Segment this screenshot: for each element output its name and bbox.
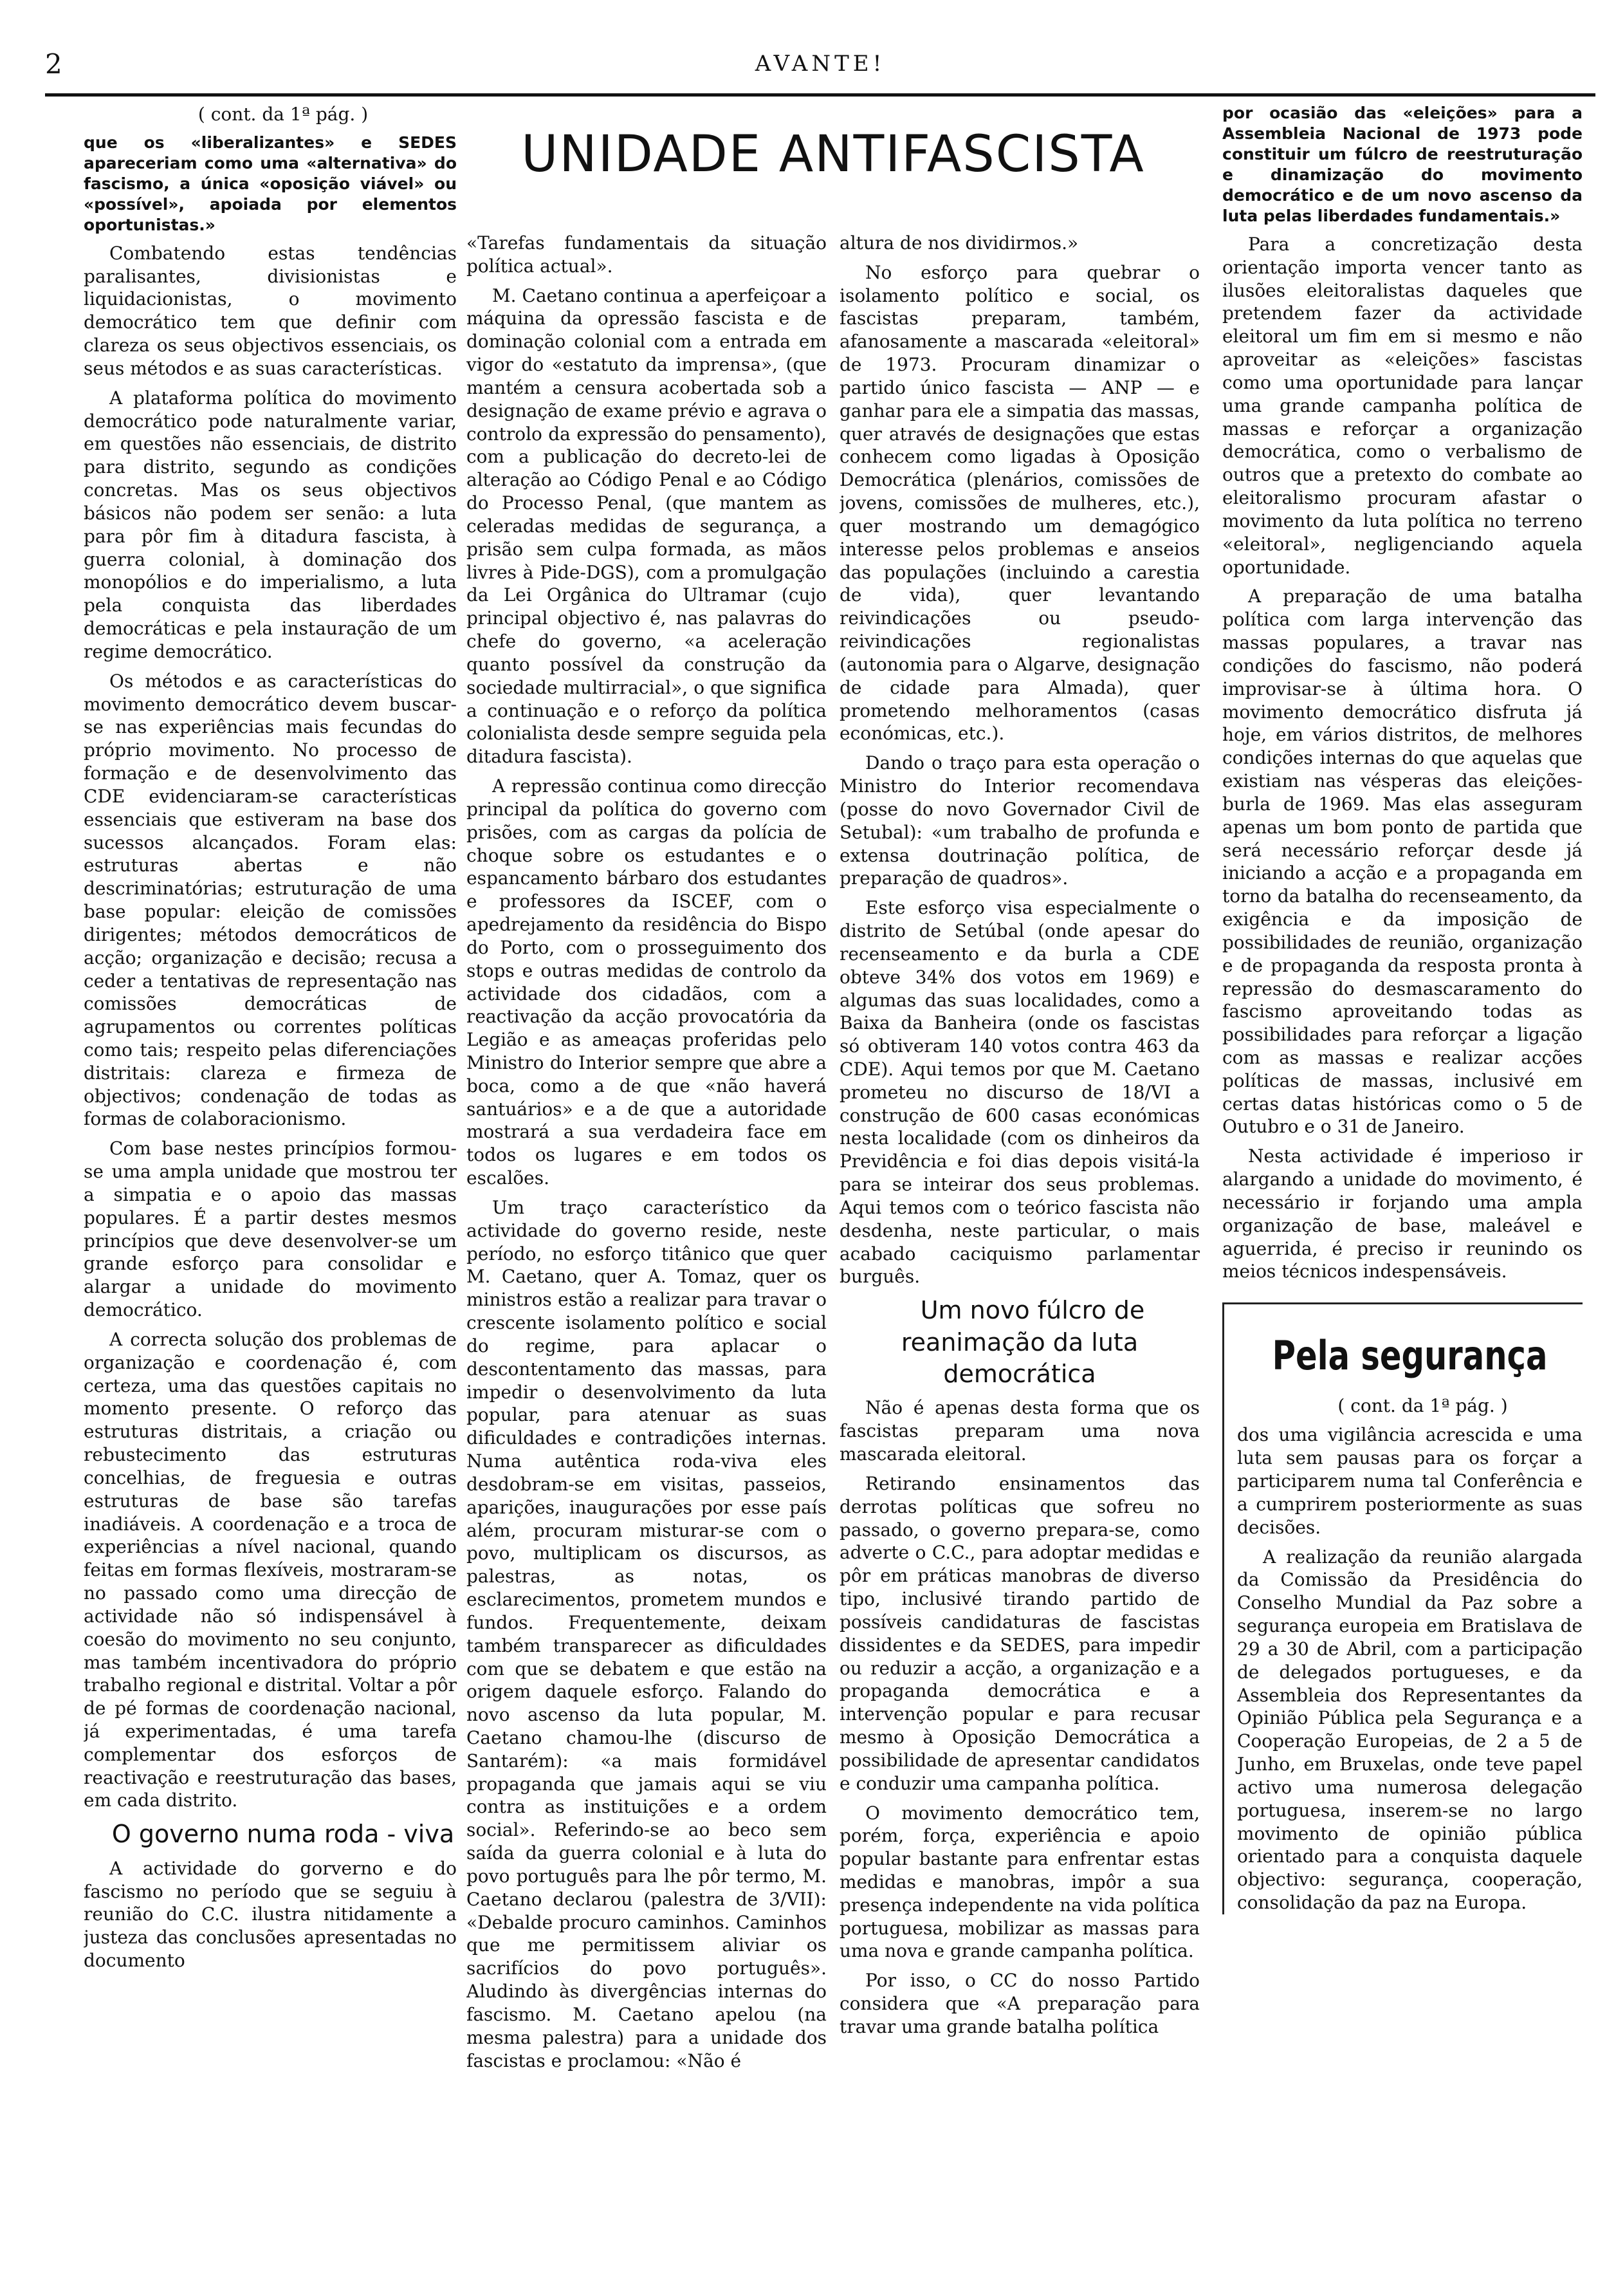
paragraph: A repressão continua como direcção principal da política do governo com prisões, com as cargas da polícia de choque sobre os estudantes e o espancamento bárbaro dos estudantes e professores da ISCEF, com o apedrejamento da residência do Bispo do Porto, com o prosseguimento dos stops e outras medidas de controlo da actividade dos cidadãos, com a reactivação da acção provocatória da Legião e as ameaças proferidas pelo Ministro do Interior sempre que abre a boca, como a de que «não haverá santuários» e a de que a autoridade mostrará a sua verdadeira face em todos os lugares e em todos os escalões. xyxy=(466,775,827,1189)
paragraph: O movimento democrático tem, porém, força, experiência e apoio popular bastante para enfrentar estas medidas e manobras, impôr a sua presença independente na vida política portuguesa, mobilizar as massas para uma nova e grande campanha política. xyxy=(840,1802,1200,1962)
paragraph: A plataforma política do movimento democrático pode naturalmente variar, em questões não essenciais, de distrito para distrito, segundo as condições concretas. Mas os seus objectivos básicos não podem ser senão: a luta para pôr fim à ditadura fascista, à guerra colonial, à dominação dos monopólios e do imperialismo, a luta pela conquista das liberdades democráticas e pela instauração de um regime democrático. xyxy=(84,387,457,662)
paragraph: Nesta actividade é imperioso ir alargando a unidade do movimento, é necessário ir forjando uma ampla organização de base, maleável e aguerrida, é preciso ir reunindo os meios técnicos indespensáveis. xyxy=(1222,1145,1583,1282)
paragraph: Não é apenas desta forma que os fascistas preparam uma nova mascarada eleitoral. xyxy=(840,1397,1200,1465)
paragraph: No esforço para quebrar o isolamento político e social, os fascistas preparam, também, afanosamente a mascarada «eleitoral» de 1973. Procuram dinamizar o partido único fascista — ANP — e ganhar para ele a simpatia das massas, quer através de designações que estas conhecem como ligadas à Oposição Democrática (plenários, comissões de jovens, comissões de mulheres, etc.), quer mostrando um demagógico interesse pelos problemas e anseios das populações (incluindo a carestia de vida), quer levantando reivindicações ou pseudo-reivindicações regionalistas (autonomia para o Algarve, designação de cidade para Almada), quer prometendo melhoramentos (casas económicas, etc.). xyxy=(840,261,1200,745)
paragraph: Dando o traço para esta operação o Ministro do Interior recomendava (posse do novo Governador Civil de Setubal): «um trabalho de profunda e extensa doutrinação política, de preparação de quadros». xyxy=(840,752,1200,889)
boxed-article xyxy=(1222,1302,1583,1914)
paragraph: Com base nestes princípios formou-se uma ampla unidade que mostrou ter a simpatia e o apoio das massas populares. É a partir destes mesmos princípios que deve desenvolver-se um grande esforço para consolidar e alargar a unidade do movimento democrático. xyxy=(84,1138,457,1321)
paragraph: A realização da reunião alargada da Comissão da Presidência do Conselho Mundial da Paz sobre a segurança europeia em Bratislava de 29 a 30 de Abril, com a participação de delegados portugueses, e da Assembleia dos Representantes da Opinião Pública pela Segurança e a Cooperação Europeias, de 2 a 5 de Junho, em Bruxelas, onde teve papel activo uma numerosa delegação portuguesa, inserem-se no largo movimento de opinião pública orientado para a conquista daquele objectivo: segurança, cooperação, consolidação da paz na Europa. xyxy=(1237,1546,1583,1914)
paragraph: M. Caetano continua a aperfeiçoar a máquina da opressão fascista e de dominação colonial com a entrada em vigor do «estatuto da imprensa», (que mantém a censura acobertada sob a designação de exame prévio e agrava o controlo da expressão do pensamento), com a publicação do decreto-lei de alteração ao Código Penal e ao Código do Processo Penal, (que mantem as celeradas medidas de segurança, a prisão sem culpa formada, as mãos livres à Pide-DGS), com a promulgação da Lei Orgânica do Ultramar (cujo principal objectivo é, nas palavras do chefe do governo, «a aceleração quanto possível da construção da sociedade multirracial», o que significa a continuação e o reforço da política colonialista desde sempre seguida pela ditadura fascista). xyxy=(466,284,827,768)
newspaper-name: AVANTE! xyxy=(755,51,886,77)
boxed-article-title: Pela segurança xyxy=(1272,1332,1548,1380)
paragraph: altura de nos dividirmos.» xyxy=(840,232,1079,254)
paragraph: «Tarefas fundamentais da situação política actual». xyxy=(466,232,827,277)
article-title: UNIDADE ANTIFASCISTA xyxy=(521,125,1145,183)
paragraph: Combatendo estas tendências paralisantes, divisionistas e liquidacionistas, o movimento democrático tem que definir com clareza os seus objectivos essenciais, os seus métodos e as suas características. xyxy=(84,242,457,379)
continuation-note: ( cont. da 1ª pág. ) xyxy=(197,104,369,125)
section-heading: Um novo fúlcro de reanimação da luta democrática xyxy=(901,1296,1145,1389)
paragraph: dos uma vigilância acrescida e uma luta sem pausas para os forçar a participarem numa tal Conferência e a cumprirem posteriormente as suas decisões. xyxy=(1237,1424,1583,1538)
page-number: 2 xyxy=(45,48,62,80)
paragraph: Este esforço visa especialmente o distrito de Setúbal (onde apesar do recenseamento e da burla a CDE obteve 34% dos votos em 1969) e algumas das suas localidades, como a Baixa da Banheira (onde os fascistas só obtiveram 140 votos contra 463 da CDE). Aqui temos por que M. Caetano prometeu no discurso de 18/VI a construção de 600 casas económicas nesta localidade (com os dinheiros da Previdência e foi dias depois visitá-la para se inteirar dos seus problemas. Aqui temos com o teórico fascista não desdenha, neste particular, o mais acabado caciquismo parlamentar burguês. xyxy=(840,897,1200,1288)
paragraph: Por isso, o CC do nosso Partido considera que «A preparação para travar uma grande batalha política xyxy=(840,1970,1200,2037)
paragraph: Os métodos e as características do movimento democrático devem buscar-se nas experiências mais fecundas do próprio movimento. No processo de formação e de desenvolvimento das CDE evidenciaram-se características essenciais que estiveram na base dos sucessos alcançados. Foram elas: estruturas abertas e não descriminatórias; estruturação de uma base popular: eleição de comissões dirigentes; métodos democráticos de acção; organização e decisão; recusa a ceder a tentativas de representação nas comissões democráticas de agrupamentos ou correntes políticas como tais; respeito pelas diferenciações distritais: clareza e firmeza de objectivos; condenação de todas as formas de colaboracionismo. xyxy=(84,670,457,1130)
section-heading: O governo numa roda - viva xyxy=(111,1820,455,1849)
column-1 xyxy=(84,103,457,2239)
intro-paragraph: que os «liberalizantes» e SEDES apareceriam como uma «alternativa» do fascismo, a única «oposição viável» ou «possível», apoiada por elementos oportunistas.» xyxy=(84,133,457,234)
paragraph: A preparação de uma batalha política com larga intervenção das massas populares, a travar nas condições do fascismo, não poderá improvisar-se à última hora. O movimento democrático disfruta já hoje, em vários distritos, de melhores condições internas do que aquelas que existiam nas vésperas das eleições-burla de 1969. Mas elas asseguram apenas um bom ponto de partida que será necessário reforçar desde já iniciando a acção e a propaganda em torno da batalha do recenseamento, da exigência e da imposição de possibilidades de reunião, organização e de propaganda da resposta pronta à repressão do desmascaramento do fascismo aproveitando todas as possibilidades para reforçar a ligação com as massas e realizar acções políticas de massas, inclusivé em certas datas históricas como o 5 de Outubro e o 31 de Janeiro. xyxy=(1222,586,1583,1138)
paragraph: A correcta solução dos problemas de organização e coordenação é, com certeza, uma das questões capitais no momento presente. O reforço das estruturas distritais, a criação ou rebustecimento das estruturas concelhias, de freguesia e outras estruturas de base são tarefas inadiáveis. A coordenação e a troca de experiências a nível nacional, quando feitas em formas flexíveis, mostraram-se no passado como uma direcção de actividade não só indispensável à coesão do movimento no seu conjunto, mas também incentivadora do próprio trabalho regional e distrital. Voltar a pôr de pé formas de coordenação nacional, já experimentadas, é uma tarefa complementar dos esforços de reactivação e reestruturação das bases, em cada distrito. xyxy=(84,1328,457,1811)
continuation-note: ( cont. da 1ª pág. ) xyxy=(1337,1394,1508,1416)
paragraph: Retirando ensinamentos das derrotas políticas que sofreu no passado, o governo prepara-se, como adverte o C.C., para adoptar medidas e pôr em práticas manobras de diverso tipo, inclusivé tirando partido de possíveis candidaturas de fascistas dissidentes e da SEDES, para impedir ou reduzir a acção, a organização e a propaganda democrática e a intervenção popular e para recusar mesmo à Oposição Democrática a possibilidade de apresentar candidatos e conduzir uma campanha política. xyxy=(840,1472,1200,1794)
column-3 xyxy=(840,232,1200,2239)
column-4 xyxy=(1222,103,1583,2239)
intro-paragraph: por ocasião das «eleições» para a Assembleia Nacional de 1973 pode constituir um fúlcro de reestruturação e dinamização do movimento democrático e de um novo ascenso da luta pelas liberdades fundamentais.» xyxy=(1222,104,1583,225)
paragraph: Para a concretização desta orientação importa vencer tanto as ilusões eleitoralistas daqueles que pretendem fazer da actividade eleitoral um fim em si mesmo e não aproveitar as «eleições» fascistas como uma oportunidade para lançar uma grande campanha política de massas e reforçar a organização democrática, como o verbalismo de outros que a pretexto do combate ao eleitoralismo procuram afastar o movimento da luta política no terreno «eleitoral», negligenciando aquela oportunidade. xyxy=(1222,234,1583,578)
paragraph: Um traço característico da actividade do governo reside, neste período, no esforço titânico que quer M. Caetano, quer A. Tomaz, quer os ministros estão a realizar para travar o crescente isolamento político e social do regime, para aplacar o descontentamento das massas, para impedir o desenvolvimento da luta popular, para atenuar as suas dificuldades e contradições internas. Numa autêntica roda-viva eles desdobram-se em visitas, passeios, aparições, inaugurações por esse país além, procuram misturar-se com o povo, multiplicam os discursos, as palestras, as notas, os esclarecimentos, prometem mundos e fundos. Frequentemente, deixam também transparecer as dificuldades com que se debatem e que estão na origem daquele esforço. Falando do novo ascenso da luta popular, M. Caetano chamou-lhe (discurso de Santarém): «a mais formidável propaganda que jamais aqui se viu contra as instituições e a ordem social». Referindo-se ao beco sem saída da guerra colonial e à luta do povo português para lhe pôr termo, M. Caetano declarou (palestra de 3/VII): «Debalde procuro caminhos. Caminhos que me permitissem aliviar os sacrifícios do povo português». Aludindo às divergências internas do fascismo. M. Caetano apelou (na mesma palestra) para a unidade dos fascistas e proclamou: «Não é xyxy=(466,1196,827,2071)
paragraph: A actividade do gorverno e do fascismo no período que se seguiu à reunião do C.C. ilustra nitidamente a justeza das conclusões apresentadas no documento xyxy=(84,1857,457,1972)
page-header xyxy=(45,48,1595,97)
column-2 xyxy=(466,232,827,2239)
